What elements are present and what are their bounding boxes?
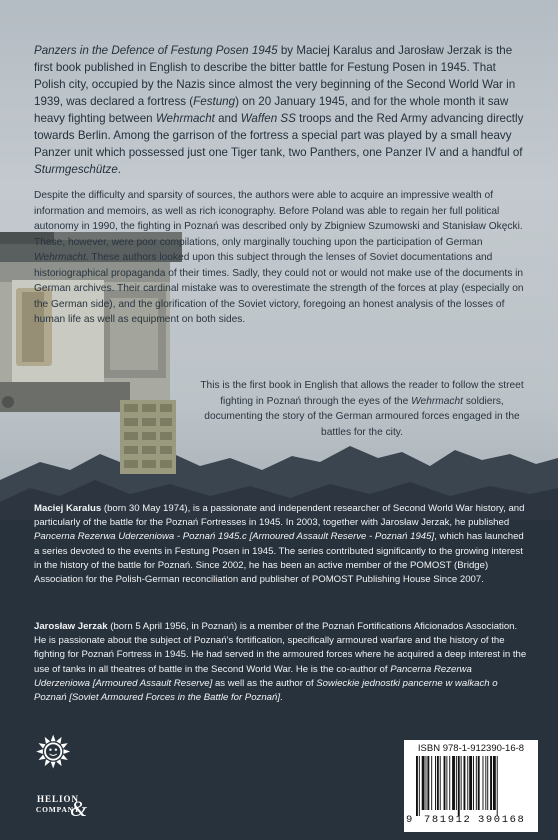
barcode-bar [473, 756, 474, 810]
publisher-ampersand: & [70, 796, 88, 821]
bio1-text-b: , which has launched a series devoted to the events in Festung Posen in 1945. The series contributed significantly to the growing interest in the history of the battle for Poznań. Since 2002, he has been an active member of the POMOST (Bridge) Association for the Polish-German reconciliation and publisher of POMOST Publishing House Since 2007. [34, 531, 524, 586]
barcode-right-digits: 390168 [478, 814, 526, 826]
publisher-line2: COMPANY [35, 805, 81, 814]
author-bio-jerzak [34, 620, 528, 705]
para3-text-a: This is the first book in English that allows the reader to follow the street fighting in Poznań through the eyes of the [200, 380, 524, 407]
barcode-bar [485, 756, 486, 810]
para2-text-b: . These authors looked upon this subject through the lenses of Soviet documentations and historiographical propaganda of their times. Sadly, they could not or would not make use of the documents in German archives. Their cardinal mistake was to overestimate the strength of the forces at play (especially on the German side), and the glorification of the Soviet victory, foregoing an honest analysis of the losses of human life as well as equipment on both sides. [34, 252, 524, 325]
paragraph-sources [34, 188, 528, 328]
festung-term: Festung [193, 95, 236, 108]
barcode-bar [493, 756, 496, 810]
bio1-text-a: (born 30 May 1974), is a passionate and independent researcher of Second World War history, and particularly of the battle for the Poznań Fortresses in 1945. In 2003, together with Jarosław Jerzak, he published [34, 503, 525, 529]
bio1-book: Pancerna Rezerwa Uderzeniowa - Poznań 1945.c [Armoured Assault Reserve - Poznań 1945] [34, 531, 435, 543]
author-bio-karalus [34, 502, 528, 587]
barcode-bar [416, 756, 418, 816]
helion-sun-logo-icon [28, 734, 88, 792]
barcode-bar [437, 756, 439, 810]
barcode-bar [476, 756, 477, 810]
barcode-bar [452, 756, 455, 810]
intro-text-2: ) on 20 January 1945, and for the whole month it saw heavy fighting between [34, 95, 509, 125]
para3-wehrmacht: Wehrmacht [411, 395, 463, 407]
barcode-lead-digit: 9 [406, 814, 413, 826]
barcode-bar [422, 756, 425, 810]
waffen-ss-term: Waffen SS [240, 112, 296, 125]
author-name-karalus: Maciej Karalus [34, 503, 102, 514]
isbn-text: ISBN 978-1-912390-16-8 [417, 743, 525, 754]
barcode-left-digits: 781912 [424, 814, 472, 826]
intro-text-3: and [214, 112, 241, 125]
barcode-bar [464, 756, 466, 810]
intro-text-1: by Maciej Karalus and Jarosław Jerzak is the first book published in English to describe the bitter battle for Festung Posen in 1945. That Polish city, occupied by the Nazis since almost the very beginning of the Second World War in 1939, was declared a fortress ( [34, 44, 516, 108]
barcode-bar [458, 756, 460, 816]
para2-wehrmacht: Wehrmacht [34, 252, 86, 263]
barcode-bar [497, 756, 498, 816]
intro-text-4: troops and the Red Army advancing directly towards Berlin. Among the garrison of the fortress a special part was played by a small heavy Panzer unit which possessed just one Tiger tank, two Panthers, one Panzer IV and a handful of [34, 112, 524, 159]
barcode-bar [426, 756, 427, 810]
paragraph-first-book [196, 378, 528, 440]
barcode-bars [416, 756, 528, 816]
barcode-bar [440, 756, 441, 810]
barcode-box [404, 740, 538, 832]
wehrmacht-term: Wehrmacht [155, 112, 215, 125]
barcode-bar [446, 756, 447, 810]
barcode-bar [467, 756, 468, 810]
author-name-jerzak: Jarosław Jerzak [34, 621, 108, 632]
para3-text-b: soldiers, documenting the story of the German armoured forces engaged in the battles for the city. [204, 395, 520, 438]
barcode-bar [449, 756, 450, 810]
barcode-bar [490, 756, 492, 810]
intro-text-5: . [117, 163, 122, 176]
barcode-bar [461, 756, 462, 810]
intro-paragraph [34, 42, 528, 178]
bio2-text-c: . [280, 692, 283, 704]
barcode-bar [478, 756, 480, 810]
barcode-bar [487, 756, 488, 810]
sturmgeschutze-term: Sturmgeschütze [34, 163, 118, 176]
bio2-text-a: (born 5 April 1956, in Poznań) is a member of the Poznań Fortifications Aficionados Association. He is passionate about the subject of Poznań's fortification, specifically armoured warfare and the history of the fighting for Poznań Fortress in 1945. He had served in the armoured forces where he acquired a deep interest in the use of tanks in all theatres of battle in the Second World War. He is the co-author of [34, 621, 527, 675]
barcode-bar [456, 756, 457, 810]
bio2-book-1: Pancerna Rezerwa Uderzeniowa [Armoured Assault Reserve] [34, 663, 472, 689]
barcode-bar [435, 756, 436, 810]
barcode-bar [469, 756, 472, 810]
para2-text-a: Despite the difficulty and sparsity of sources, the authors were able to acquire an impressive wealth of information and memoirs, as well as rich iconography. Before Poland was able to regain her full political autonomy in 1990, the fighting in Poznań was described only by Zbigniew Szumowski and Stanisław Okęcki. These, however, were poor compilations, only marginally touching upon the participation of German [34, 190, 523, 248]
book-title: Panzers in the Defence of Festung Posen 1945 [34, 44, 278, 57]
barcode-bar [427, 756, 429, 810]
bio2-book-2: Sowieckie jednostki pancerne w walkach o Poznań [Soviet Armoured Forces in the Battle for Poznań] [34, 677, 498, 704]
barcode-bar [483, 756, 484, 810]
barcode-bar [431, 756, 432, 810]
bio2-text-b: as well as the author of [212, 677, 317, 689]
barcode-bar [419, 756, 420, 816]
barcode-bar [444, 756, 446, 810]
publisher-line1: HELION [36, 794, 79, 804]
